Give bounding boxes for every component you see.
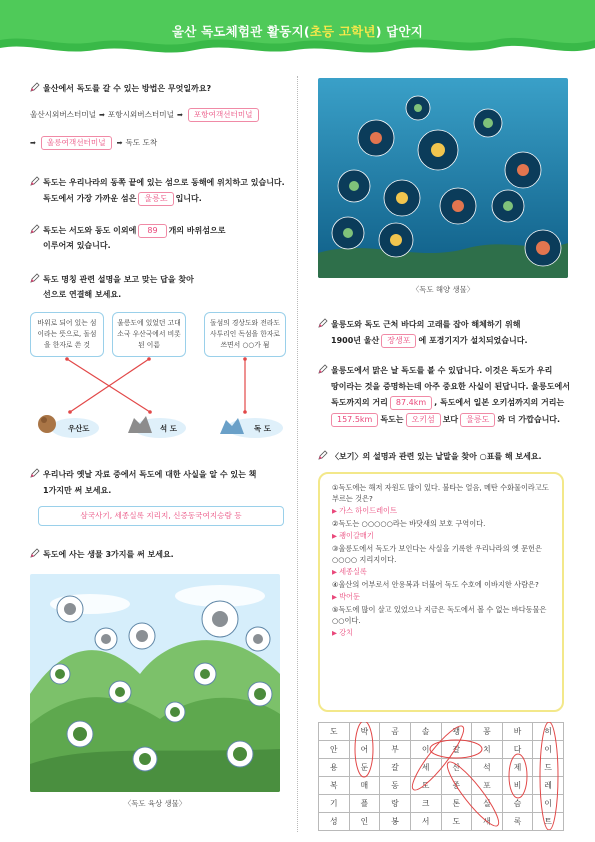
grid-cell: 동 — [380, 777, 411, 795]
grid-cell: 록 — [502, 813, 533, 831]
route-line-2: ➡ 울릉여객선터미널 ➡ 독도 도착 — [30, 136, 157, 150]
question-3: 독도는 서도와 동도 이외에 89 개의 바위섬으로 — [30, 224, 225, 238]
grid-cell: 새 — [472, 813, 503, 831]
grid-cell: 바 — [502, 723, 533, 741]
grid-row — [319, 813, 564, 831]
pencil-icon — [30, 548, 40, 558]
grid-cell: 이 — [533, 795, 564, 813]
node-seokdo: 석 도 — [160, 424, 177, 433]
grid-cell: 산 — [441, 759, 472, 777]
question-2-line-2: 독도에서 가장 가까운 섬은 울릉도 입니다. — [43, 192, 202, 206]
grid-cell: 히 — [533, 723, 564, 741]
answer-ferry-terminal-1: 포항여객선터미널 — [188, 108, 259, 122]
question-1: 울산에서 독도를 갈 수 있는 방법은 무엇일까요? — [30, 82, 211, 96]
answer-rock-count: 89 — [138, 224, 166, 238]
column-divider — [297, 76, 298, 832]
sea-species-map — [318, 78, 568, 278]
bogi-item-3: ③울릉도에서 독도가 보인다는 사실을 기록한 우리나라의 옛 문헌은 ○○○○ 지리지이다. ▶ 세종실록 — [332, 543, 550, 578]
answer-ulleungdo: 울릉도 — [460, 413, 495, 427]
land-map-caption: 〈독도 육상 생물〉 — [123, 799, 187, 808]
question-7: 울릉도와 독도 근처 바다의 고래를 잡아 해체하기 위해 — [318, 318, 521, 332]
grid-cell: 기 — [319, 795, 350, 813]
grid-cell: 용 — [319, 759, 350, 777]
grid-cell: 박 — [349, 723, 380, 741]
bogi-answer-1: ▶ 가스 하이드레이트 — [332, 505, 550, 517]
grid-cell: 다 — [502, 741, 533, 759]
grid-row — [319, 723, 564, 741]
arrow-right-icon: ➡ — [116, 139, 123, 147]
question-8-line-3: 독도까지의 거리 87.4km , 독도에서 일본 오키섬까지의 거리는 — [331, 396, 564, 410]
grid-cell: 세 — [410, 759, 441, 777]
page-title: 울산 독도체험관 활동지(초등 고학년) 답안지 — [171, 24, 423, 39]
description-box-3: 돌섬의 경상도와 전라도 사투리인 독섬을 한자로 쓰면서 ○○가 됨 — [204, 312, 286, 357]
bogi-item-2: ②독도는 ○○○○○라는 바닷새의 보호 구역이다. ▶ 괭이갈매기 — [332, 518, 550, 542]
question-8: 울릉도에서 맑은 날 독도를 볼 수 있답니다. 이것은 독도가 우리 — [318, 364, 552, 378]
grid-cell: 어 — [349, 741, 380, 759]
grid-cell: 종 — [441, 777, 472, 795]
question-2: 독도는 우리나라의 동쪽 끝에 있는 섬으로 동해에 위치하고 있습니다. — [30, 176, 285, 190]
answer-whaling-base: 장생포 — [381, 334, 416, 348]
matching-lines — [0, 0, 297, 460]
grid-cell: 트 — [533, 813, 564, 831]
sea-species-illustration — [318, 78, 568, 278]
description-box-2: 울릉도에 있었던 고대 소국 우산국에서 비롯된 이름 — [112, 312, 186, 357]
grid-cell: 톤 — [441, 795, 472, 813]
grid-cell: 곰 — [380, 723, 411, 741]
arrow-right-icon: ➡ — [176, 111, 183, 119]
grid-cell: 괭 — [441, 723, 472, 741]
grid-cell: 서 — [410, 813, 441, 831]
grid-row — [319, 741, 564, 759]
sea-map-caption: 〈독도 해양 생물〉 — [411, 285, 475, 294]
grid-cell: 포 — [472, 777, 503, 795]
grid-cell: 이 — [533, 741, 564, 759]
description-box-1: 바위로 되어 있는 섬이라는 뜻으로, 돌섬을 한자로 쓴 것 — [30, 312, 104, 357]
question-7-line-2: 1900년 울산 장생포 에 포경기지가 설치되었습니다. — [331, 334, 528, 348]
bogi-item-5: ⑤독도에 많이 살고 있었으나 지금은 독도에서 볼 수 없는 바다동물은 ○○이다. ▶ 강치 — [332, 604, 550, 639]
grid-cell: 복 — [319, 777, 350, 795]
grid-cell: 갈 — [441, 741, 472, 759]
grid-cell: 도 — [441, 813, 472, 831]
answer-distance-oki: 157.5km — [331, 413, 378, 427]
bogi-answer-3: ▶ 세종실록 — [332, 566, 550, 578]
grid-cell: 비 — [502, 777, 533, 795]
word-search-grid — [318, 722, 564, 831]
answer-historical-books: 삼국사기, 세종실록 지리지, 신증동국여지승람 등 — [38, 506, 284, 526]
grid-cell: 실 — [472, 795, 503, 813]
grid-cell: 제 — [502, 759, 533, 777]
grid-cell: 갈 — [380, 759, 411, 777]
grid-cell: 부 — [380, 741, 411, 759]
grid-cell: 꽁 — [472, 723, 503, 741]
grid-cell: 봉 — [380, 813, 411, 831]
question-5: 우리나라 옛날 자료 중에서 독도에 대한 사실을 알 수 있는 책 — [30, 468, 256, 482]
pencil-icon — [30, 468, 40, 478]
grid-row — [319, 777, 564, 795]
grid-cell: 도 — [319, 723, 350, 741]
arrow-right-icon: ➡ — [30, 139, 36, 147]
grid-cell: 크 — [410, 795, 441, 813]
question-8-line-2: 땅이라는 것을 증명하는데 아주 중요한 사실이 된답니다. 울릉도에서 — [331, 382, 570, 391]
grid-cell: 성 — [319, 813, 350, 831]
grid-cell: 도 — [410, 777, 441, 795]
grid-cell: 이 — [410, 741, 441, 759]
grid-cell: 안 — [319, 741, 350, 759]
grid-row — [319, 795, 564, 813]
grid-cell: 매 — [349, 777, 380, 795]
bogi-item-1: ①독도에는 해저 자원도 많이 있다. 불타는 얼음, 메탄 수화물이라고도 부르는 것은? ▶ 가스 하이드레이트 — [332, 482, 550, 517]
answer-ferry-terminal-2: 울릉여객선터미널 — [41, 136, 112, 150]
grid-cell: 드 — [533, 759, 564, 777]
pencil-icon — [318, 364, 328, 374]
grid-cell: 치 — [472, 741, 503, 759]
title-highlight: 초등 고학년 — [309, 24, 376, 39]
question-4: 독도 명칭 관련 설명을 보고 맞는 답을 찾아 — [30, 273, 194, 287]
answer-distance-ulleungdo: 87.4km — [390, 396, 432, 410]
question-3-line-2: 이루어져 있습니다. — [43, 241, 111, 250]
grid-cell: 슴 — [502, 795, 533, 813]
grid-cell: 레 — [533, 777, 564, 795]
grid-cell: 둔 — [349, 759, 380, 777]
question-8-line-4: 157.5km 독도는 오키섬 보다 울릉도 와 더 가깝습니다. — [331, 413, 560, 427]
pencil-icon — [318, 318, 328, 328]
question-4-line-2: 선으로 연결해 보세요. — [43, 290, 122, 299]
land-species-illustration — [30, 574, 280, 792]
grid-cell: 인 — [349, 813, 380, 831]
question-6: 독도에 사는 생물 3가지를 써 보세요. — [30, 548, 174, 562]
bogi-answer-2: ▶ 괭이갈매기 — [332, 530, 550, 542]
arrow-right-icon: ➡ — [99, 111, 105, 119]
grid-cell: 플 — [349, 795, 380, 813]
grid-row — [319, 759, 564, 777]
bogi-item-4: ④울산의 어부로서 안용복과 더불어 독도 수호에 이바지한 사람은? ▶ 박어둔 — [332, 579, 550, 603]
answer-nearest-island: 울릉도 — [138, 192, 173, 206]
grid-cell: 석 — [472, 759, 503, 777]
question-5-line-2: 1가지만 써 보세요. — [43, 486, 112, 495]
route-line-1: 울산시외버스터미널 ➡ 포항시외버스터미널 ➡ 포항여객선터미널 — [30, 108, 261, 122]
node-dokdo: 독 도 — [254, 424, 271, 433]
land-species-map — [30, 574, 280, 792]
grid-cell: 솔 — [410, 723, 441, 741]
pencil-icon — [318, 450, 328, 460]
node-usando: 우산도 — [68, 424, 90, 433]
bogi-answer-5: ▶ 강치 — [332, 627, 550, 639]
bogi-answer-4: ▶ 박어둔 — [332, 591, 550, 603]
question-9: 〈보기〉의 설명과 관련 있는 낱말을 찾아 ○표를 해 보세요. — [318, 450, 542, 464]
bogi-box — [318, 472, 564, 712]
grid-cell: 랑 — [380, 795, 411, 813]
answer-oki-island: 오키섬 — [406, 413, 441, 427]
